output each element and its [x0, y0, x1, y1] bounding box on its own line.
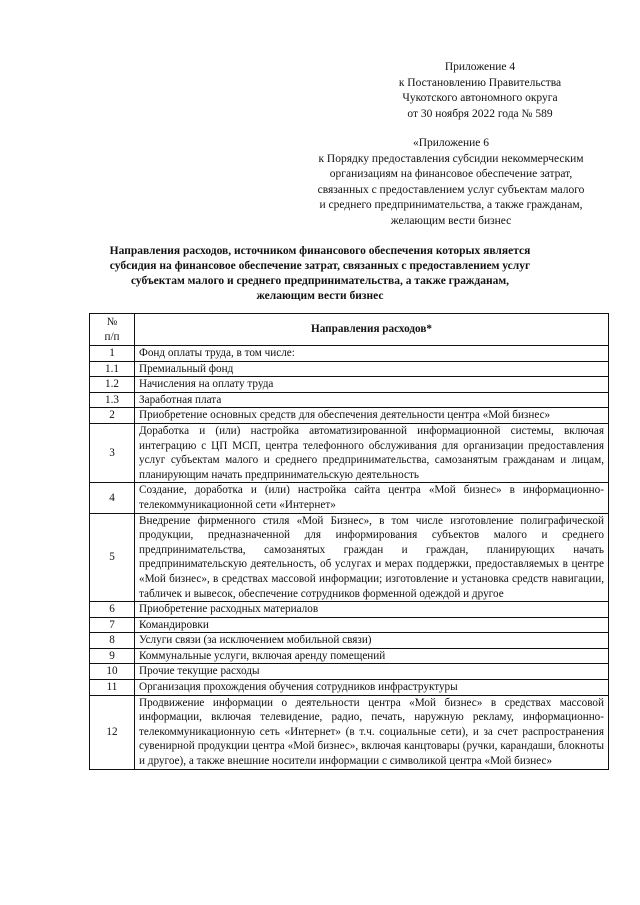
- appendix-6-line: желающим вести бизнес: [390, 214, 512, 227]
- table-row: [90, 680, 609, 696]
- row-number: 12: [90, 695, 135, 769]
- appendix-4-label: Приложение 4: [444, 61, 516, 73]
- row-number: 4: [90, 483, 135, 513]
- row-expense-direction: Командировки: [135, 617, 609, 633]
- table-row: [90, 648, 609, 664]
- appendix-6-line: организациям на финансовое обеспечение затрат,: [329, 168, 573, 180]
- row-number: 1.2: [90, 377, 135, 393]
- appendix-6-label: «Приложение 6: [412, 137, 490, 149]
- row-number: 1.1: [90, 361, 135, 377]
- table-row: [90, 408, 609, 424]
- table-row: [90, 392, 609, 408]
- row-expense-direction: Заработная плата: [135, 392, 609, 408]
- row-number: 7: [90, 617, 135, 633]
- table-row: [90, 633, 609, 649]
- appendix-4-reference: [380, 60, 580, 122]
- row-expense-direction: Внедрение фирменного стиля «Мой Бизнес», в том числе изготовление полиграфической продукции, предназначенной для информирования субъектов малого и среднего предпринимательства, самозанятых граждан и граждан, планирующих начать предпринимательскую деятельность, об услугах и мерах поддержки, предоставляемых в центре «Мой бизнес», в средствах массовой информации; изготовление и установка средств навигации, табличек и вывесок, обеспечение сотрудников форменной одеждой и другое: [135, 513, 609, 602]
- appendix-6-line: связанных с предоставлением услуг субъектам малого: [317, 183, 585, 196]
- table-row: [90, 377, 609, 393]
- document-title-line: субъектам малого и среднего предпринимательства, а также гражданам,: [130, 275, 510, 287]
- row-expense-direction: Организация прохождения обучения сотрудников инфраструктуры: [135, 680, 609, 696]
- column-header-directions: Направления расходов*: [135, 314, 609, 346]
- table-row: [90, 346, 609, 362]
- table-row: [90, 513, 609, 602]
- row-expense-direction: Создание, доработка и (или) настройка сайта центра «Мой бизнес» в информационно-телекоммуникационной сети «Интернет»: [135, 483, 609, 513]
- row-number: 6: [90, 602, 135, 618]
- row-expense-direction: Премиальный фонд: [135, 361, 609, 377]
- table-row: [90, 695, 609, 769]
- document-title: [95, 244, 545, 304]
- row-number: 5: [90, 513, 135, 602]
- appendix-6-reference: [296, 136, 606, 229]
- row-expense-direction: Доработка и (или) настройка автоматизированной информационной системы, включая интеграцию с ЦП МСП, центра телефонного обслуживания для организации предоставления услуг субъектам малого и среднего предпринимательства, самозанятым гражданам и лицам, планирующим начать предпринимательскую деятельность: [135, 423, 609, 482]
- row-number: 9: [90, 648, 135, 664]
- row-expense-direction: Фонд оплаты труда, в том числе:: [135, 346, 609, 362]
- row-number: 11: [90, 680, 135, 696]
- row-number: 1: [90, 346, 135, 362]
- table-header-row: [90, 314, 609, 346]
- row-number: 10: [90, 664, 135, 680]
- table-row: [90, 602, 609, 618]
- row-number: 1.3: [90, 392, 135, 408]
- document-title-line: Направления расходов, источником финансового обеспечения которых является: [109, 245, 531, 257]
- table-row: [90, 664, 609, 680]
- appendix-4-decree: к Постановлению Правительства: [398, 76, 562, 89]
- row-expense-direction: Приобретение основных средств для обеспечения деятельности центра «Мой бизнес»: [135, 408, 609, 424]
- row-number: 8: [90, 633, 135, 649]
- document-title-line: желающим вести бизнес: [256, 290, 384, 302]
- appendix-4-date-number: от 30 ноября 2022 года № 589: [407, 107, 553, 120]
- column-header-number: № п/п: [90, 314, 135, 346]
- row-expense-direction: Коммунальные услуги, включая аренду помещений: [135, 648, 609, 664]
- row-expense-direction: Приобретение расходных материалов: [135, 602, 609, 618]
- row-expense-direction: Услуги связи (за исключением мобильной связи): [135, 633, 609, 649]
- appendix-6-line: к Порядку предоставления субсидии некоммерческим: [318, 152, 584, 165]
- row-number: 3: [90, 423, 135, 482]
- document-title-line: субсидия на финансовое обеспечение затрат, связанных с предоставлением услуг: [109, 260, 531, 272]
- appendix-4-region: Чукотского автономного округа: [402, 92, 558, 104]
- table-row: [90, 423, 609, 482]
- table-body: [90, 346, 609, 770]
- table-row: [90, 361, 609, 377]
- expense-directions-table: [89, 313, 609, 770]
- table-row: [90, 483, 609, 513]
- appendix-6-line: и среднего предпринимательства, а также гражданам,: [319, 199, 583, 211]
- row-expense-direction: Прочие текущие расходы: [135, 664, 609, 680]
- table-row: [90, 617, 609, 633]
- row-expense-direction: Продвижение информации о деятельности центра «Мой бизнес» в средствах массовой информации, включая телевидение, радио, печать, наружную рекламу, информационно-телекоммуникационную сеть «Интернет» (в т.ч. социальные сети), и за счет распространения сувенирной продукции центра «Мой бизнес», включая канцтовары (ручки, карандаши, блокноты и другое), а также внешние носители информации с символикой центра «Мой бизнес»: [135, 695, 609, 769]
- row-number: 2: [90, 408, 135, 424]
- row-expense-direction: Начисления на оплату труда: [135, 377, 609, 393]
